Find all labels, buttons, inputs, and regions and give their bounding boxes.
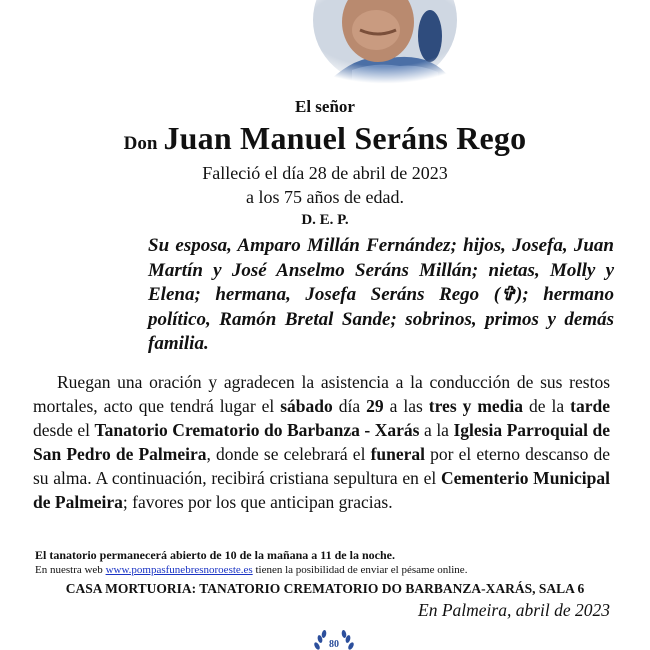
opening-hours-note: El tanatorio permanecerá abierto de 10 de la mañana a 11 de la noche. xyxy=(35,548,395,562)
web-note-prefix: En nuestra web xyxy=(35,564,106,576)
body-text-5: desde el xyxy=(33,420,95,440)
place-date: En Palmeira, abril de 2023 xyxy=(418,600,610,620)
salutation: El señor xyxy=(295,97,355,116)
badge-number: 80 xyxy=(329,639,339,650)
body-bold-date: 29 xyxy=(366,396,384,416)
deceased-name-line xyxy=(0,120,650,157)
family-text-2: ); hermano político, Ramón Bretal Sande; sobrinos, primos y demás familia. xyxy=(148,284,614,355)
cross-icon: ✞ xyxy=(500,284,517,306)
family-text-1: Su esposa, Amparo Millán Fernández; hijos, Josefa, Juan Martín y José Anselmo Seráns Millán; nietas, Molly y Elena; hermana, Josefa Seráns Rego ( xyxy=(148,235,614,306)
web-note-suffix: tienen la posibilidad de enviar el pésame online. xyxy=(252,564,468,576)
funeral-home-line: CASA MORTUORIA: TANATORIO CREMATORIO DO BARBANZA-XARÁS, SALA 6 xyxy=(65,581,585,596)
family-paragraph xyxy=(148,234,614,357)
body-text-6: a la xyxy=(419,420,454,440)
deceased-name: Juan Manuel Seráns Rego xyxy=(163,120,527,156)
body-text-2: día xyxy=(332,396,367,416)
body-bold-church: Iglesia Parroquial de San Pedro de Palmeira xyxy=(33,420,610,464)
body-bold-cemetery: Cementerio Municipal de Palmeira xyxy=(33,468,610,512)
body-text-1: Ruegan una oración y agradecen la asistencia a la conducción de sus restos mortales, acto que tendrá lugar el xyxy=(33,372,610,416)
website-link[interactable]: www.pompasfunebresnoroeste.es xyxy=(105,564,253,576)
body-text-7: , donde se celebrará el xyxy=(206,444,371,464)
body-text-4: de la xyxy=(523,396,571,416)
body-text-3: a las xyxy=(383,396,429,416)
ceremony-paragraph xyxy=(33,370,610,514)
body-bold-funeral: funeral xyxy=(370,444,426,464)
death-date: Falleció el día 28 de abril de 2023 xyxy=(202,163,448,183)
body-bold-afternoon: tarde xyxy=(570,396,610,416)
rip-text: D. E. P. xyxy=(301,212,349,228)
body-text-9: ; favores por los que anticipan gracias. xyxy=(122,492,393,512)
honorific: Don xyxy=(123,133,158,154)
body-text-8: por el eterno descanso de su alma. A continuación, recibirá cristiana sepultura en el xyxy=(33,444,610,488)
body-bold-time: tres y media xyxy=(428,396,524,416)
web-note xyxy=(35,564,615,576)
age-at-death: a los 75 años de edad. xyxy=(246,187,404,207)
portrait-photo xyxy=(300,0,470,88)
body-bold-funeral-home: Tanatorio Crematorio do Barbanza - Xarás xyxy=(94,420,420,440)
body-bold-day: sábado xyxy=(280,396,333,416)
laurel-badge xyxy=(308,626,360,650)
